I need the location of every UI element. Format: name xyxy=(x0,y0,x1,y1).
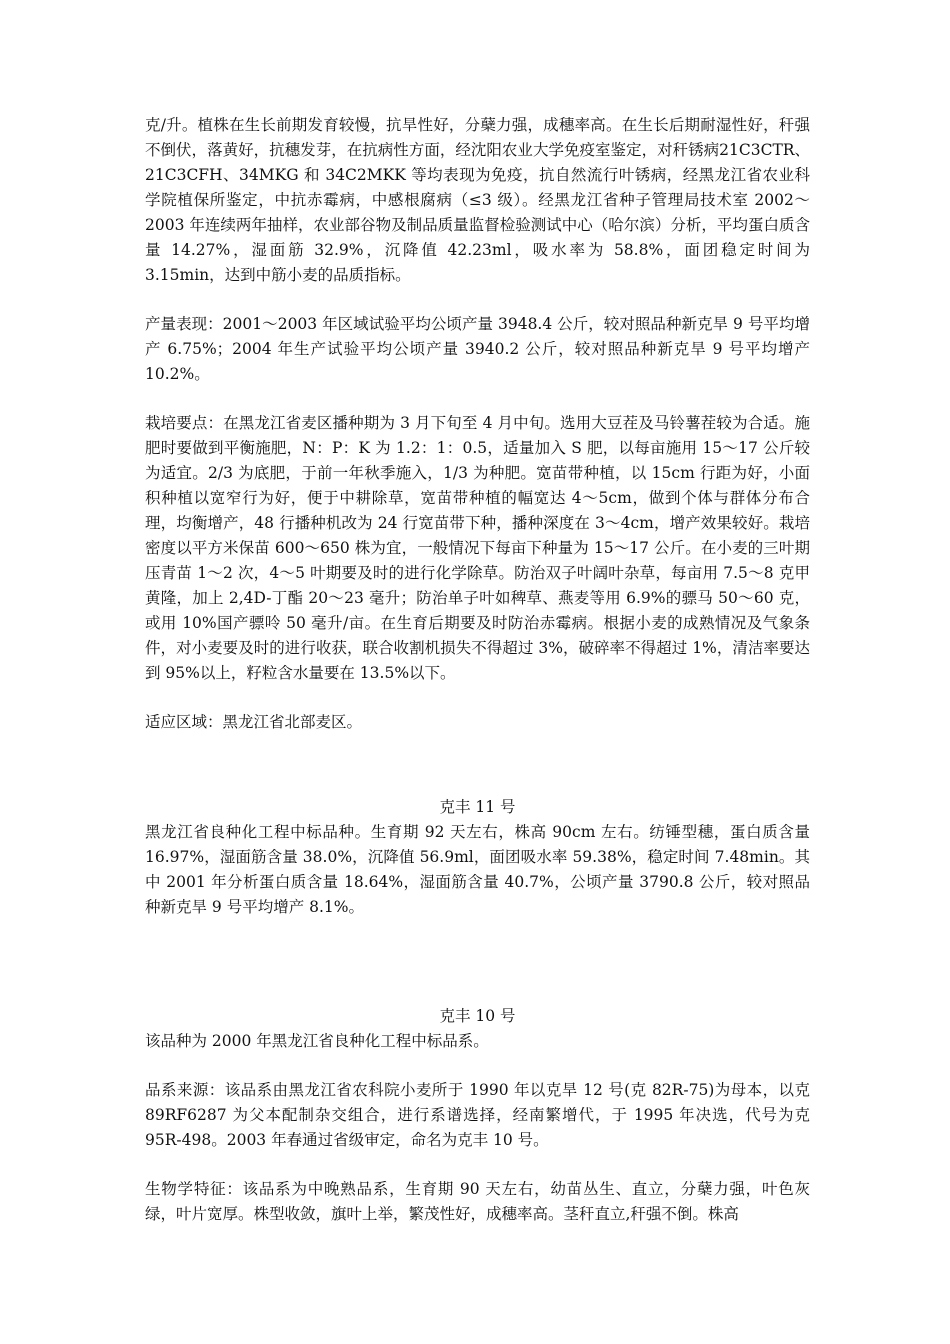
yield-paragraph: 产量表现：2001～2003 年区域试验平均公顷产量 3948.4 公斤，较对照品种新克旱 9 号平均增产 6.75%；2004 年生产试验平均公顷产量 3940.2 公斤，较对照品种新克旱 9 号平均增产 10.2%。 xyxy=(145,315,810,383)
kefeng10-intro-paragraph: 该品种为 2000 年黑龙江省良种化工程中标品系。 xyxy=(145,1032,489,1050)
kefeng10-heading: 克丰 10 号 xyxy=(439,1007,516,1025)
document-page xyxy=(145,113,810,1227)
kefeng10-source-paragraph: 品系来源：该品系由黑龙江省农科院小麦所于 1990 年以克旱 12 号(克 82R-75)为母本，以克 89RF6287 为父本配制杂交组合，进行系谱选择，经南繁增代，于 1995 年决选，代号为克 95R-498。2003 年春通过省级审定，命名为克丰 10 号。 xyxy=(145,1081,810,1149)
kefeng11-heading: 克丰 11 号 xyxy=(439,798,516,816)
kefeng10-bio-paragraph: 生物学特征：该品系为中晚熟品系，生育期 90 天左右，幼苗丛生、直立，分蘖力强，叶色灰绿，叶片宽厚。株型收敛，旗叶上举，繁茂性好，成穗率高。茎秆直立,秆强不倒。株高 xyxy=(145,1180,810,1223)
quality-paragraph: 克/升。植株在生长前期发育较慢，抗旱性好，分蘖力强，成穗率高。在生长后期耐湿性好，秆强不倒伏，落黄好，抗穗发芽，在抗病性方面，经沈阳农业大学免疫室鉴定，对秆锈病21C3CTR、21C3CFH、34MKG 和 34C2MKK 等均表现为免疫，抗自然流行叶锈病，经黑龙江省农业科学院植保所鉴定，中抗赤霉病，中感根腐病（≤3 级）。经黑龙江省种子管理局技术室 2002～2003 年连续两年抽样，农业部谷物及制品质量监督检验测试中心（哈尔滨）分析，平均蛋白质含量 14.27%，湿面筋 32.9%，沉降值 42.23ml，吸水率为 58.8%，面团稳定时间为 3.15min，达到中筋小麦的品质指标。 xyxy=(145,116,810,284)
kefeng11-paragraph: 黑龙江省良种化工程中标品种。生育期 92 天左右，株高 90cm 左右。纺锤型穗，蛋白质含量 16.97%，湿面筋含量 38.0%，沉降值 56.9ml，面团吸水率 59.38%，稳定时间 7.48min。其中 2001 年分析蛋白质含量 18.64%，湿面筋含量 40.7%，公顷产量 3790.8 公斤，较对照品种新克旱 9 号平均增产 8.1%。 xyxy=(145,823,810,916)
region-paragraph: 适应区域：黑龙江省北部麦区。 xyxy=(145,713,363,731)
cultivation-paragraph: 栽培要点：在黑龙江省麦区播种期为 3 月下旬至 4 月中旬。选用大豆茬及马铃薯茬较为合适。施肥时要做到平衡施肥，N：P：K 为 1.2：1：0.5，适量加入 S 肥，以每亩施用 15～17 公斤较为适宜。2/3 为底肥，于前一年秋季施入，1/3 为种肥。宽苗带种植，以 15cm 行距为好，小面积种植以宽窄行为好，便于中耕除草，宽苗带种植的幅宽达 4～5cm，做到个体与群体分布合理，均衡增产，48 行播种机改为 24 行宽苗带下种，播种深度在 3～4cm，增产效果较好。栽培密度以平方米保苗 600～650 株为宜，一般情况下每亩下种量为 15～17 公斤。在小麦的三叶期压青苗 1～2 次，4～5 叶期要及时的进行化学除草。防治双子叶阔叶杂草，每亩用 7.5～8 克甲黄隆，加上 2,4D-丁酯 20～23 毫升；防治单子叶如稗草、燕麦等用 6.9%的骠马 50～60 克，或用 10%国产骠呤 50 毫升/亩。在生育后期要及时防治赤霉病。根据小麦的成熟情况及气象条件，对小麦要及时的进行收获，联合收割机损失不得超过 3%，破碎率不得超过 1%，清洁率要达到 95%以上，籽粒含水量要在 13.5%以下。 xyxy=(145,414,810,682)
